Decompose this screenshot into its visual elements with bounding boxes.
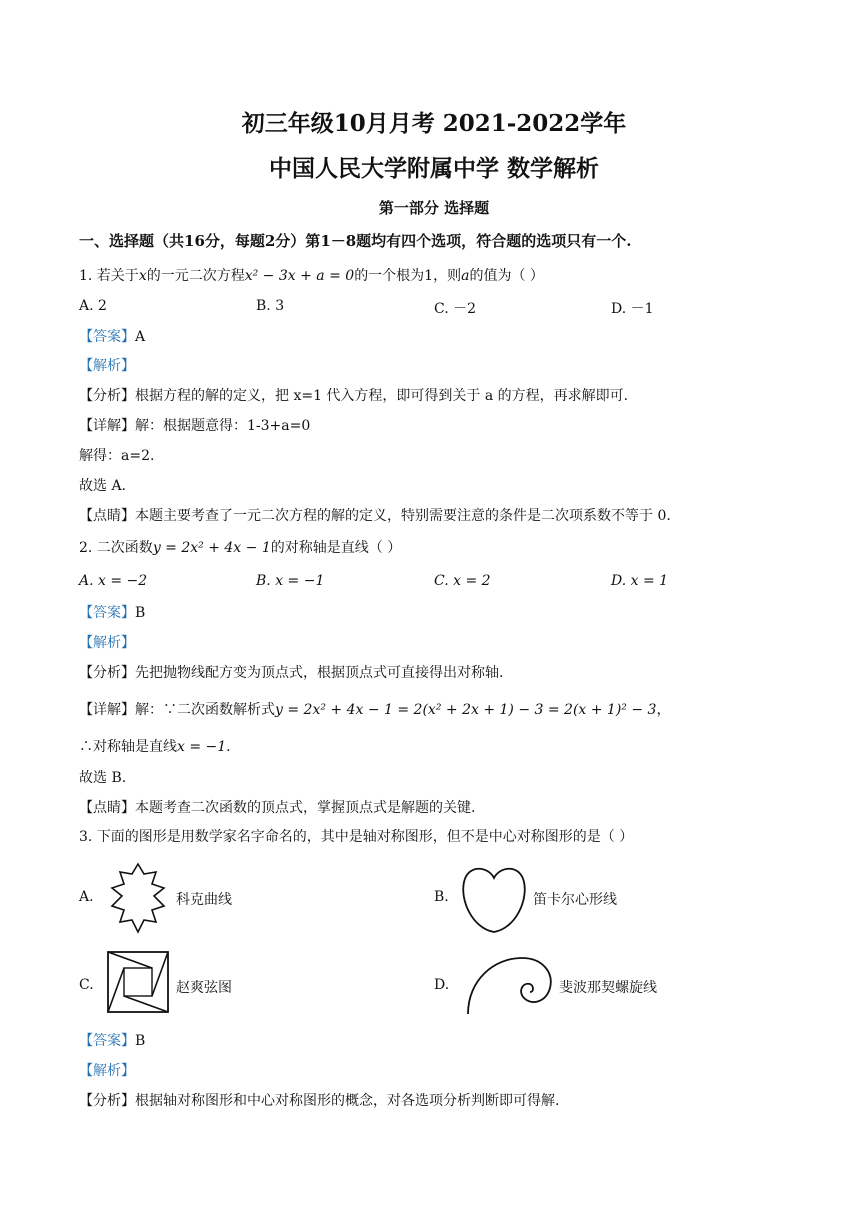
q2-fenxi: 【分析】先把抛物线配方变为顶点式，根据顶点式可直接得出对称轴.	[79, 665, 504, 681]
section-heading: 一、选择题（共16分，每题2分）第1－8题均有四个选项，符合题的选项只有一个.	[79, 232, 632, 250]
q3-option-b-letter: B.	[434, 889, 449, 905]
q2-dianjing: 【点睛】本题考查二次函数的顶点式，掌握顶点式是解题的关键.	[79, 800, 476, 816]
q3-option-c-letter: C.	[79, 977, 94, 993]
q2-option-a: A. x = −2	[79, 573, 148, 589]
q3-stem: 3. 下面的图形是用数学家名字命名的，其中是轴对称图形，但不是中心对称图形的是（ ）	[79, 829, 634, 845]
q2-option-b: B. x = −1	[256, 573, 325, 589]
q1-fenxi: 【分析】根据方程的解的定义，把 x=1 代入方程，即可得到关于 a 的方程，再求解即可.	[79, 388, 629, 404]
q2-xiangjie: 【详解】解：∵二次函数解析式y = 2x² + 4x − 1 = 2(x² + 2x + 1) − 3 = 2(x + 1)² − 3，	[79, 702, 671, 718]
q2-stem: 2. 二次函数y = 2x² + 4x − 1的对称轴是直线（ ）	[79, 540, 402, 556]
fibonacci-spiral-icon	[462, 952, 556, 1016]
q1-xiangjie: 【详解】解：根据题意得：1-3+a=0	[79, 418, 311, 434]
koch-snowflake-icon	[104, 862, 172, 934]
q1-stem: 1. 若关于x的一元二次方程x² − 3x + a = 0的一个根为1，则a的值为（ ）	[79, 268, 544, 284]
q3-option-d-letter: D.	[434, 977, 450, 993]
q1-choose: 故选 A.	[79, 478, 127, 494]
q3-option-d-name: 斐波那契螺旋线	[559, 980, 657, 996]
q3-answer: 【答案】B	[79, 1033, 146, 1049]
q3-analysis-tag: 【解析】	[79, 1063, 135, 1079]
zhao-shuang-diagram-icon	[106, 950, 170, 1014]
cardioid-icon	[458, 860, 530, 936]
q3-fenxi: 【分析】根据轴对称图形和中心对称图形的概念，对各选项分析判断即可得解.	[79, 1093, 560, 1109]
q2-option-d: D. x = 1	[611, 573, 669, 589]
q3-option-a-name: 科克曲线	[176, 892, 232, 908]
q2-answer: 【答案】B	[79, 605, 146, 621]
q1-option-d: D. －1	[611, 301, 654, 317]
q3-option-c-name: 赵爽弦图	[176, 980, 232, 996]
q2-analysis-tag: 【解析】	[79, 635, 135, 651]
q1-answer: 【答案】A	[79, 329, 146, 345]
page-title: 初三年级10月月考 2021-2022学年	[241, 110, 627, 137]
q2-axis: ∴对称轴是直线x = −1.	[79, 739, 231, 755]
q3-option-b-name: 笛卡尔心形线	[533, 892, 617, 908]
q1-option-a: A. 2	[79, 298, 107, 314]
q1-dianjing: 【点睛】本题主要考查了一元二次方程的解的定义，特别需要注意的条件是二次项系数不等于 0.	[79, 508, 671, 524]
q2-option-c: C. x = 2	[434, 573, 491, 589]
q1-option-c: C. －2	[434, 301, 477, 317]
q1-option-b: B. 3	[256, 298, 285, 314]
part-heading: 第一部分 选择题	[378, 199, 490, 217]
q1-solve: 解得：a=2.	[79, 448, 155, 464]
q2-choose: 故选 B.	[79, 770, 127, 786]
page-subtitle: 中国人民大学附属中学 数学解析	[268, 155, 599, 182]
q3-option-a-letter: A.	[79, 889, 94, 905]
q1-analysis-tag: 【解析】	[79, 358, 135, 374]
